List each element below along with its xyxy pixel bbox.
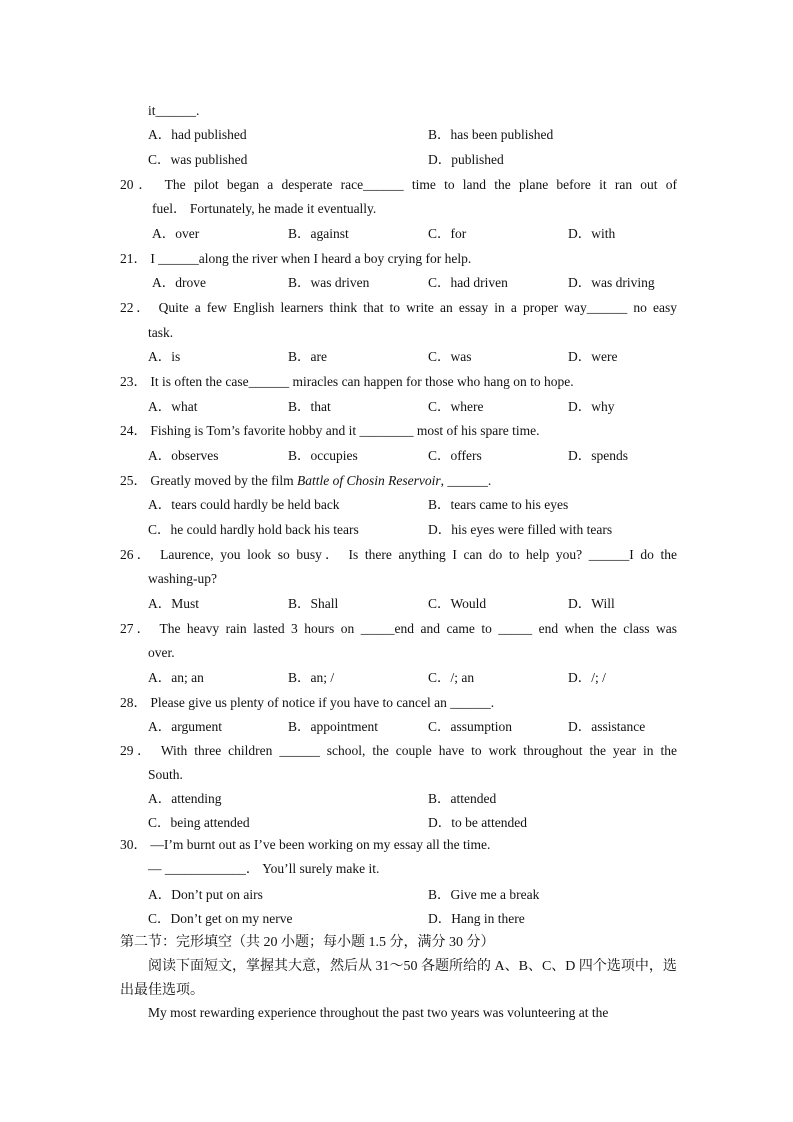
q30-option-a: A．Don’t put on airs [148,887,263,902]
q28-option-a: A．argument [148,719,222,734]
q21-option-a: A．drove [152,275,206,290]
q19-option-d: D．published [428,152,504,167]
q25-stem-prefix: 25． Greatly moved by the film [120,473,297,488]
section-instructions-line2: 出最佳选项。 [120,983,204,998]
q23-option-a: A．what [148,399,198,414]
q27-option-b: B．an; / [288,670,335,685]
q19-stem-continuation: it______. [148,103,200,118]
q27-option-c: C．/; an [428,670,475,685]
q25-stem-suffix: , ______. [440,473,492,488]
q22-stem-line2: task. [148,325,174,340]
q25-option-b: B．tears came to his eyes [428,497,569,512]
q28-stem: 28． Please give us plenty of notice if you have to cancel an ______. [120,695,495,710]
q29-option-d: D．to be attended [428,815,527,830]
q27-option-a: A．an; an [148,670,204,685]
q20-option-b: B．against [288,226,349,241]
q28-option-d: D．assistance [568,719,646,734]
q26-option-d: D．Will [568,596,615,611]
q26-stem-line1: 26． Laurence, you look so busy． Is there anything I can do to help you? ______I do the [120,547,677,562]
q25-option-c: C．he could hardly hold back his tears [148,522,359,537]
q30-stem-line1: 30． —I’m burnt out as I’ve been working on my essay all the time. [120,837,491,852]
q20-option-a: A．over [152,226,200,241]
q26-option-b: B．Shall [288,596,339,611]
q26-option-c: C．Would [428,596,487,611]
q24-option-a: A．observes [148,448,219,463]
section-title: 第二节：完形填空（共 20 小题；每小题 1.5 分，满分 30 分） [120,935,495,950]
q23-stem: 23． It is often the case______ miracles can happen for those who hang on to hope. [120,374,574,389]
q19-option-c: C．was published [148,152,248,167]
q30-option-b: B．Give me a break [428,887,540,902]
q24-option-c: C．offers [428,448,482,463]
q20-option-d: D．with [568,226,616,241]
q21-option-b: B．was driven [288,275,370,290]
q25-option-d: D．his eyes were filled with tears [428,522,613,537]
q28-option-c: C．assumption [428,719,513,734]
q25-option-a: A．tears could hardly be held back [148,497,340,512]
q29-stem-line2: South. [148,767,183,782]
q23-option-b: B．that [288,399,331,414]
q27-option-d: D．/; / [568,670,606,685]
q30-option-d: D．Hang in there [428,911,525,926]
q21-option-d: D．was driving [568,275,655,290]
q25-stem [120,472,491,490]
q24-option-b: B．occupies [288,448,358,463]
q26-option-a: A．Must [148,596,200,611]
q27-stem-line2: over. [148,645,175,660]
q29-option-b: B．attended [428,791,497,806]
q19-option-a: A．had published [148,127,247,142]
q26-stem-line2: washing-up? [148,571,217,586]
q20-option-c: C．for [428,226,467,241]
q29-option-a: A．attending [148,791,222,806]
q21-option-c: C．had driven [428,275,508,290]
q30-stem-line2: — ____________． You’ll surely make it. [148,861,380,876]
q30-option-c: C．Don’t get on my nerve [148,911,293,926]
q29-option-c: C．being attended [148,815,250,830]
section-instructions-line1: 阅读下面短文，掌握其大意，然后从 31～50 各题所给的 A、B、C、D 四个选项中，选 [148,959,677,974]
q29-stem-line1: 29． With three children ______ school, the couple have to work throughout the year in the [120,743,677,758]
q22-stem-line1: 22． Quite a few English learners think that to write an essay in a proper way______ no easy [120,300,677,315]
q20-stem-line2: fuel． Fortunately, he made it eventually. [152,201,377,216]
q24-option-d: D．spends [568,448,628,463]
q24-stem: 24． Fishing is Tom’s favorite hobby and it ________ most of his spare time. [120,423,540,438]
q23-option-c: C．where [428,399,484,414]
q27-stem-line1: 27． The heavy rain lasted 3 hours on _____end and came to _____ end when the class was [120,621,677,636]
q23-option-d: D．why [568,399,615,414]
q22-option-a: A．is [148,349,181,364]
q28-option-b: B．appointment [288,719,378,734]
q21-stem: 21． I ______along the river when I heard a boy crying for help. [120,251,472,266]
q22-option-b: B．are [288,349,327,364]
passage-first-line: My most rewarding experience throughout the past two years was volunteering at the [148,1005,609,1020]
q22-option-d: D．were [568,349,618,364]
q25-film-title: Battle of Chosin Reservoir [296,473,441,488]
q22-option-c: C．was [428,349,472,364]
q20-stem-line1: 20． The pilot began a desperate race______ time to land the plane before it ran out of [120,177,677,192]
q19-option-b: B．has been published [428,127,554,142]
